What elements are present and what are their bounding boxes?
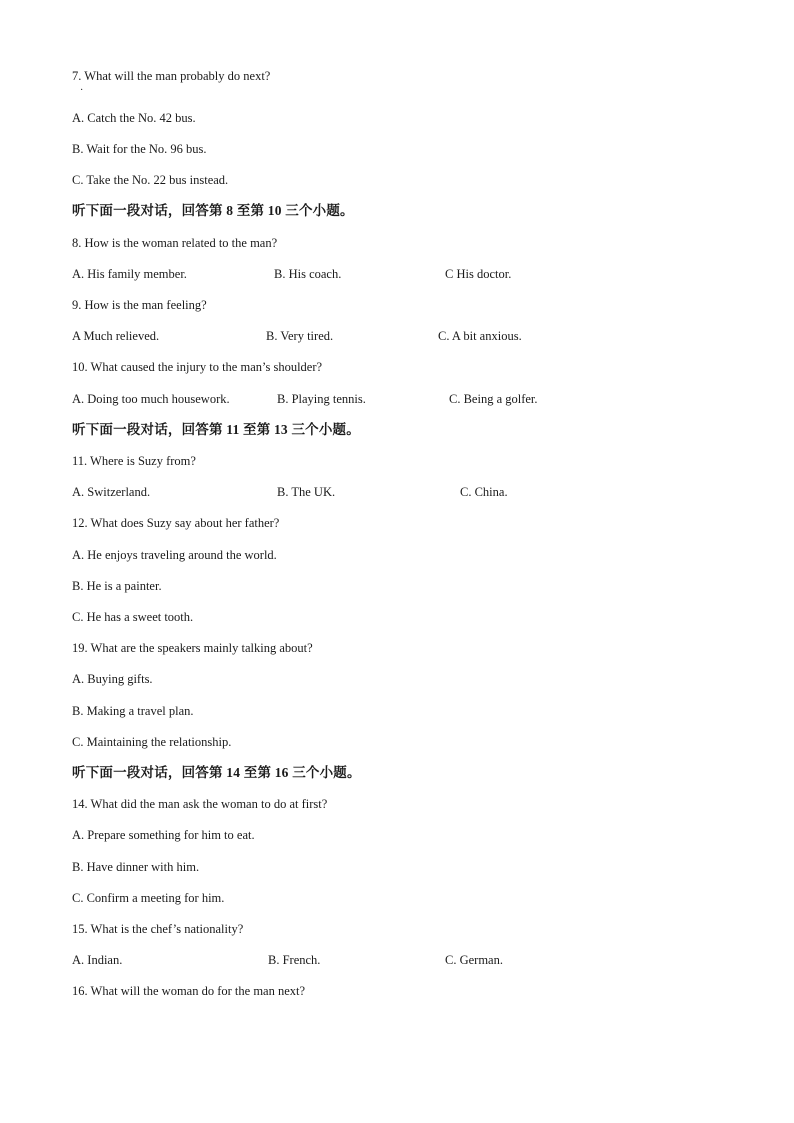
question-14: 14. What did the man ask the woman to do at first? bbox=[72, 797, 328, 811]
q9-option-c: C. A bit anxious. bbox=[438, 329, 522, 343]
q9-option-a: A Much relieved. bbox=[72, 329, 160, 343]
stray-mark: · bbox=[80, 85, 84, 96]
q13-option-c: C. Maintaining the relationship. bbox=[72, 735, 232, 749]
q7-option-b: B. Wait for the No. 96 bus. bbox=[72, 142, 207, 156]
q7-option-c: C. Take the No. 22 bus instead. bbox=[72, 173, 229, 187]
question-12: 12. What does Suzy say about her father? bbox=[72, 516, 280, 530]
q10-options bbox=[72, 391, 632, 407]
q13-option-b: B. Making a travel plan. bbox=[72, 704, 194, 718]
question-7: 7. What will the man probably do next? bbox=[72, 69, 271, 83]
q8-option-b: B. His coach. bbox=[274, 267, 342, 281]
q14-option-b: B. Have dinner with him. bbox=[72, 860, 200, 874]
question-13: 19. What are the speakers mainly talking about? bbox=[72, 641, 313, 655]
q15-options bbox=[72, 952, 632, 968]
q15-option-b: B. French. bbox=[268, 953, 321, 967]
q15-option-a: A. Indian. bbox=[72, 953, 123, 967]
q15-option-c: C. German. bbox=[445, 953, 503, 967]
q13-option-a: A. Buying gifts. bbox=[72, 672, 153, 686]
q11-option-b: B. The UK. bbox=[277, 485, 336, 499]
q10-option-b: B. Playing tennis. bbox=[277, 392, 366, 406]
q8-option-c: C His doctor. bbox=[445, 267, 512, 281]
q11-option-c: C. China. bbox=[460, 485, 508, 499]
q10-option-a: A. Doing too much housework. bbox=[72, 392, 230, 406]
question-9: 9. How is the man feeling? bbox=[72, 298, 207, 312]
question-10: 10. What caused the injury to the man’s shoulder? bbox=[72, 360, 323, 374]
q9-option-b: B. Very tired. bbox=[266, 329, 334, 343]
q12-option-c: C. He has a sweet tooth. bbox=[72, 610, 194, 624]
question-16: 16. What will the woman do for the man next? bbox=[72, 984, 306, 998]
q14-option-a: A. Prepare something for him to eat. bbox=[72, 828, 255, 842]
q8-options bbox=[72, 266, 632, 282]
q8-option-a: A. His family member. bbox=[72, 267, 187, 281]
q11-option-a: A. Switzerland. bbox=[72, 485, 151, 499]
section-heading-14-16: 听下面一段对话，回答第 14 至第 16 三个小题。 bbox=[72, 765, 361, 780]
question-11: 11. Where is Suzy from? bbox=[72, 454, 196, 468]
q9-options bbox=[72, 328, 632, 344]
section-heading-11-13: 听下面一段对话，回答第 11 至第 13 三个小题。 bbox=[72, 422, 360, 437]
q12-option-a: A. He enjoys traveling around the world. bbox=[72, 548, 277, 562]
question-8: 8. How is the woman related to the man? bbox=[72, 236, 278, 250]
q14-option-c: C. Confirm a meeting for him. bbox=[72, 891, 225, 905]
question-15: 15. What is the chef’s nationality? bbox=[72, 922, 244, 936]
q11-options bbox=[72, 484, 632, 500]
q7-option-a: A. Catch the No. 42 bus. bbox=[72, 111, 196, 125]
section-heading-8-10: 听下面一段对话，回答第 8 至第 10 三个小题。 bbox=[72, 203, 354, 218]
q12-option-b: B. He is a painter. bbox=[72, 579, 162, 593]
q10-option-c: C. Being a golfer. bbox=[449, 392, 538, 406]
